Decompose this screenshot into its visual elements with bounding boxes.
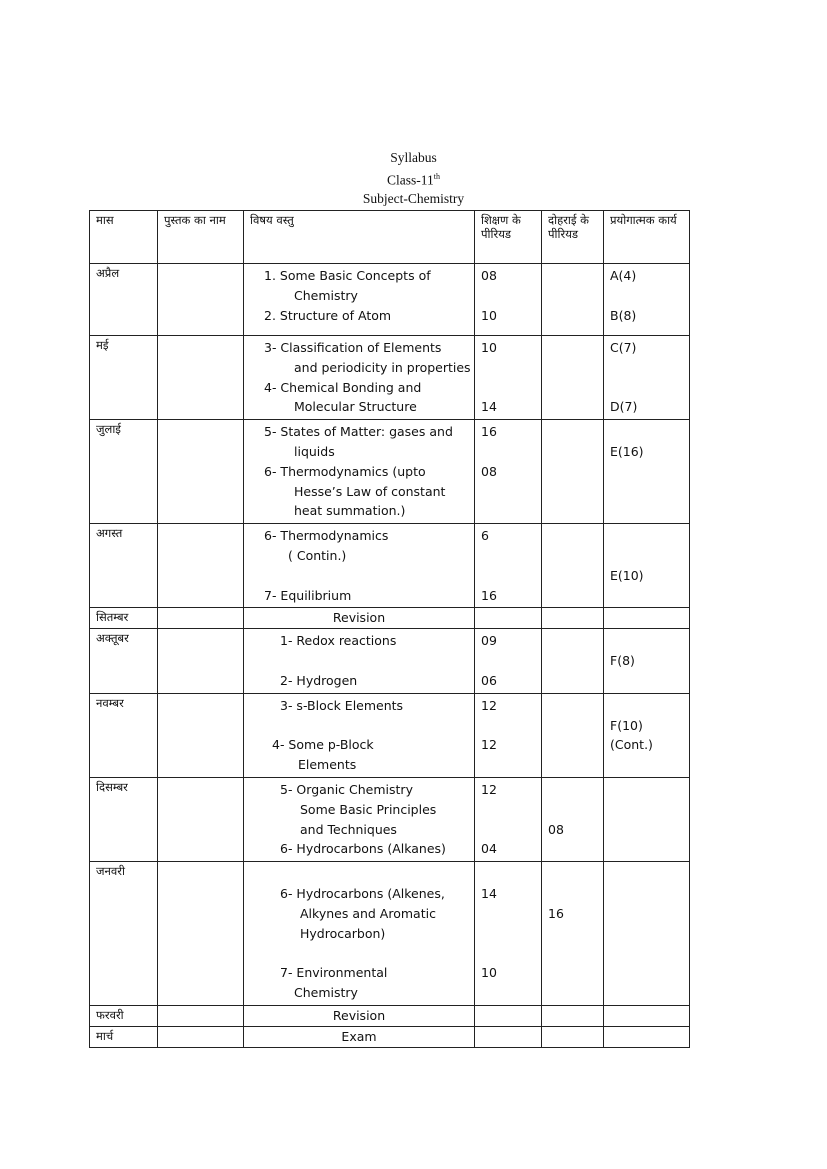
month-cell: मार्च	[90, 1026, 158, 1047]
content-line: 7- Equilibrium	[264, 587, 352, 603]
table-row	[90, 629, 690, 693]
header-revision-periods: दोहराई के पीरियड	[542, 211, 604, 264]
teaching-value: 12	[481, 737, 497, 753]
revision-cell	[542, 777, 604, 861]
content-line: 2- Hydrogen	[280, 672, 358, 688]
revision-value: 08	[548, 821, 564, 837]
month-cell: जनवरी	[90, 862, 158, 1006]
content-cell: Exam	[244, 1026, 475, 1047]
teaching-value: 10	[481, 965, 497, 981]
content-line: 5- Organic Chemistry	[280, 781, 413, 797]
month-cell: जुलाई	[90, 420, 158, 524]
content-cell	[244, 420, 475, 524]
class-superscript: th	[433, 172, 440, 181]
practical-cell	[604, 777, 690, 861]
header-month: मास	[90, 211, 158, 264]
content-line: 4- Chemical Bonding and	[264, 379, 422, 395]
content-line: and periodicity in properties	[294, 359, 471, 375]
book-cell	[158, 777, 244, 861]
teaching-cell	[475, 862, 542, 1006]
content-line: 3- Classification of Elements	[264, 340, 442, 355]
teaching-value: 16	[481, 424, 497, 440]
book-cell	[158, 1005, 244, 1026]
practical-cell	[604, 524, 690, 608]
practical-cell	[604, 420, 690, 524]
content-line: 4- Some p-Block	[272, 737, 374, 753]
table-row	[90, 608, 690, 629]
content-cell: Revision	[244, 608, 475, 629]
teaching-cell	[475, 608, 542, 629]
content-cell	[244, 862, 475, 1006]
book-cell	[158, 336, 244, 420]
teaching-value: 10	[481, 340, 497, 355]
book-cell	[158, 693, 244, 777]
teaching-value: 04	[481, 841, 497, 857]
teaching-cell	[475, 1026, 542, 1047]
table-row	[90, 693, 690, 777]
content-line: Chemistry	[294, 984, 358, 1000]
practical-value: (Cont.)	[610, 737, 653, 753]
content-cell	[244, 777, 475, 861]
content-line: heat summation.)	[294, 503, 406, 519]
table-row	[90, 777, 690, 861]
content-line: Chemistry	[294, 287, 358, 303]
revision-value: 16	[548, 905, 564, 921]
month-cell: मई	[90, 336, 158, 420]
teaching-cell	[475, 777, 542, 861]
book-cell	[158, 862, 244, 1006]
teaching-value: 14	[481, 399, 497, 415]
content-line: Some Basic Principles	[300, 801, 437, 817]
content-line: Molecular Structure	[294, 399, 417, 415]
teaching-value: 06	[481, 672, 497, 688]
revision-cell	[542, 264, 604, 336]
revision-cell	[542, 1026, 604, 1047]
syllabus-table	[89, 210, 690, 1048]
teaching-cell	[475, 336, 542, 420]
teaching-value: 09	[481, 633, 497, 649]
header-content: विषय वस्तु	[244, 211, 475, 264]
content-cell	[244, 264, 475, 336]
teaching-cell	[475, 629, 542, 693]
practical-value: B(8)	[610, 307, 637, 323]
revision-cell	[542, 693, 604, 777]
content-cell	[244, 336, 475, 420]
practical-value: F(10)	[610, 717, 643, 733]
practical-cell	[604, 1005, 690, 1026]
syllabus-title: Syllabus	[390, 150, 437, 165]
content-line: 3- s-Block Elements	[280, 697, 404, 713]
teaching-cell	[475, 420, 542, 524]
teaching-value: 08	[481, 268, 497, 283]
month-cell: दिसम्बर	[90, 777, 158, 861]
content-line: Hydrocarbon)	[300, 925, 386, 941]
table-row	[90, 1005, 690, 1026]
month-cell: सितम्बर	[90, 608, 158, 629]
practical-value: E(16)	[610, 443, 644, 459]
teaching-cell	[475, 524, 542, 608]
content-line: Elements	[298, 757, 357, 773]
class-text: Class-11	[387, 172, 434, 188]
month-cell: अगस्त	[90, 524, 158, 608]
content-line: and Techniques	[300, 821, 397, 837]
practical-cell	[604, 336, 690, 420]
content-cell	[244, 524, 475, 608]
book-cell	[158, 608, 244, 629]
content-line: ( Contin.)	[288, 547, 347, 563]
month-cell: अप्रैल	[90, 264, 158, 336]
practical-value: E(10)	[610, 567, 644, 583]
book-cell	[158, 524, 244, 608]
month-cell: अक्तूबर	[90, 629, 158, 693]
practical-cell	[604, 608, 690, 629]
revision-cell	[542, 629, 604, 693]
practical-cell	[604, 629, 690, 693]
teaching-value: 6	[481, 528, 489, 544]
book-cell	[158, 1026, 244, 1047]
content-line: 2. Structure of Atom	[264, 307, 392, 323]
month-cell: नवम्बर	[90, 693, 158, 777]
header-row	[90, 211, 690, 264]
content-line: 7- Environmental	[280, 965, 388, 981]
practical-cell	[604, 264, 690, 336]
table-row	[90, 264, 690, 336]
month-cell: फरवरी	[90, 1005, 158, 1026]
teaching-cell	[475, 693, 542, 777]
content-line: 1- Redox reactions	[280, 633, 397, 649]
teaching-value: 12	[481, 781, 497, 797]
header-book: पुस्तक का नाम	[158, 211, 244, 264]
practical-cell	[604, 1026, 690, 1047]
content-line: 6- Hydrocarbons (Alkanes)	[280, 841, 446, 857]
teaching-cell	[475, 1005, 542, 1026]
book-cell	[158, 420, 244, 524]
teaching-value: 08	[481, 463, 497, 479]
content-cell	[244, 693, 475, 777]
revision-cell	[542, 524, 604, 608]
content-cell: Revision	[244, 1005, 475, 1026]
revision-cell	[542, 420, 604, 524]
content-line: Alkynes and Aromatic	[300, 905, 436, 921]
practical-value: C(7)	[610, 340, 637, 355]
header-practical-work: प्रयोगात्मक कार्य	[604, 211, 690, 264]
revision-cell	[542, 1005, 604, 1026]
class-title	[0, 168, 827, 189]
table-row	[90, 420, 690, 524]
content-cell	[244, 629, 475, 693]
table-row	[90, 336, 690, 420]
table-row	[90, 1026, 690, 1047]
content-line: 6- Thermodynamics (upto	[264, 463, 426, 479]
teaching-value: 14	[481, 885, 497, 901]
teaching-value: 10	[481, 307, 497, 323]
practical-value: D(7)	[610, 399, 638, 415]
teaching-value: 16	[481, 587, 497, 603]
book-cell	[158, 264, 244, 336]
teaching-cell	[475, 264, 542, 336]
subject-title: Subject-Chemistry	[362, 191, 465, 206]
content-line: Hesse’s Law of constant	[294, 483, 446, 499]
practical-cell	[604, 693, 690, 777]
revision-cell	[542, 336, 604, 420]
book-cell	[158, 629, 244, 693]
content-line: 5- States of Matter: gases and	[264, 424, 453, 440]
practical-value: F(8)	[610, 653, 635, 669]
revision-cell	[542, 862, 604, 1006]
table-row	[90, 524, 690, 608]
teaching-value: 12	[481, 697, 497, 713]
revision-cell	[542, 608, 604, 629]
practical-value: A(4)	[610, 268, 637, 283]
content-line: 1. Some Basic Concepts of	[264, 268, 431, 283]
content-line: 6- Thermodynamics	[264, 528, 389, 544]
content-line: liquids	[294, 443, 335, 459]
content-line: 6- Hydrocarbons (Alkenes,	[280, 885, 445, 901]
table-row	[90, 862, 690, 1006]
header-teaching-periods: शिक्षण के पीरियड	[475, 211, 542, 264]
practical-cell	[604, 862, 690, 1006]
